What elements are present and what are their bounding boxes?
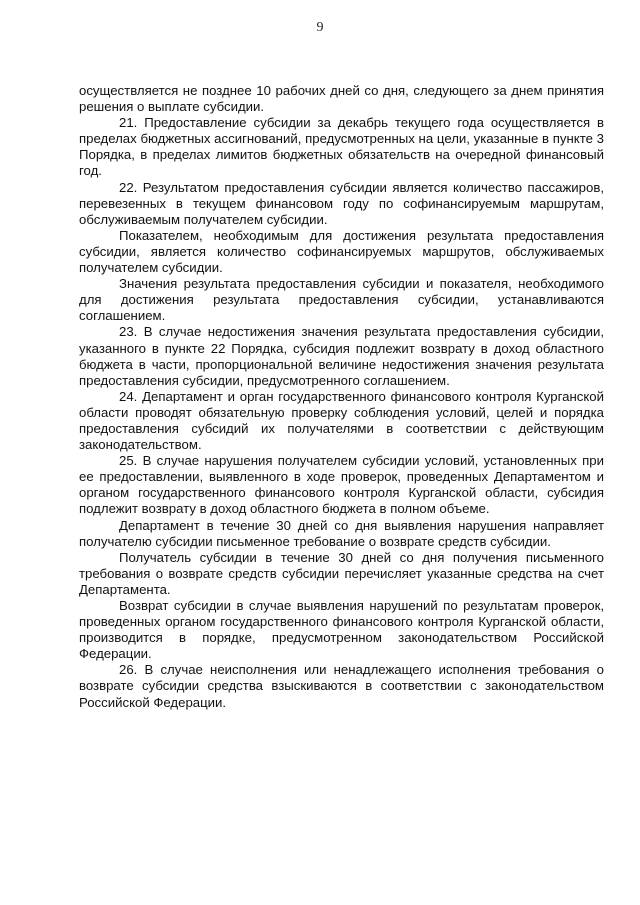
paragraph-25: 25. В случае нарушения получателем субсидии условий, установленных при ее предоставлении, выявленного в ходе проверок, проведенных Департаментом и органом государственного финансового контроля Курганской области, субсидия подлежит возврату в доход областного бюджета в полном объеме. (79, 453, 604, 517)
paragraph-continuation: осуществляется не позднее 10 рабочих дней со дня, следующего за днем принятия решения о выплате субсидии. (79, 83, 604, 115)
paragraph-24: 24. Департамент и орган государственного финансового контроля Курганской области проводят обязательную проверку соблюдения условий, целей и порядка предоставления субсидий их получателями в соответствии с действующим законодательством. (79, 388, 604, 453)
paragraph-23: 23. В случае недостижения значения результата предоставления субсидии, указанного в пункте 22 Порядка, субсидия подлежит возврату в доход областного бюджета в части, пропорциональной величине недостижения значения результата предоставления субсидии, предусмотренного соглашением. (79, 324, 604, 388)
paragraph-22: 22. Результатом предоставления субсидии является количество пассажиров, перевезенных в текущем финансовом году по софинансируемым маршрутам, обслуживаемым получателем субсидии. (79, 179, 604, 227)
document-body (79, 83, 604, 711)
paragraph-21: 21. Предоставление субсидии за декабрь текущего года осуществляется в пределах бюджетных ассигнований, предусмотренных на цели, указанные в пункте 3 Порядка, в пределах лимитов бюджетных обязательств на очередной финансовый год. (79, 115, 604, 179)
paragraph-22-indicator: Показателем, необходимым для достижения результата предоставления субсидии, является количество софинансируемых маршрутов, обслуживаемых получателем субсидии. (79, 227, 604, 276)
paragraph-26: 26. В случае неисполнения или ненадлежащего исполнения требования о возврате субсидии средства взыскиваются в соответствии с законодательством Российской Федерации. (79, 662, 604, 710)
paragraph-25-department: Департамент в течение 30 дней со дня выявления нарушения направляет получателю субсидии письменное требование о возврате средств субсидии. (79, 517, 604, 549)
paragraph-25-recipient: Получатель субсидии в течение 30 дней со дня получения письменного требования о возврате средств субсидии перечисляет указанные средства на счет Департамента. (79, 549, 604, 597)
paragraph-22-values: Значения результата предоставления субсидии и показателя, необходимого для достижения результата предоставления субсидии, устанавливаются соглашением. (79, 276, 604, 324)
paragraph-25-return: Возврат субсидии в случае выявления нарушений по результатам проверок, проведенных органом государственного финансового контроля Курганской области, производится в порядке, предусмотренном законодательством Российской Федерации. (79, 598, 604, 662)
page-number: 9 (316, 20, 324, 35)
